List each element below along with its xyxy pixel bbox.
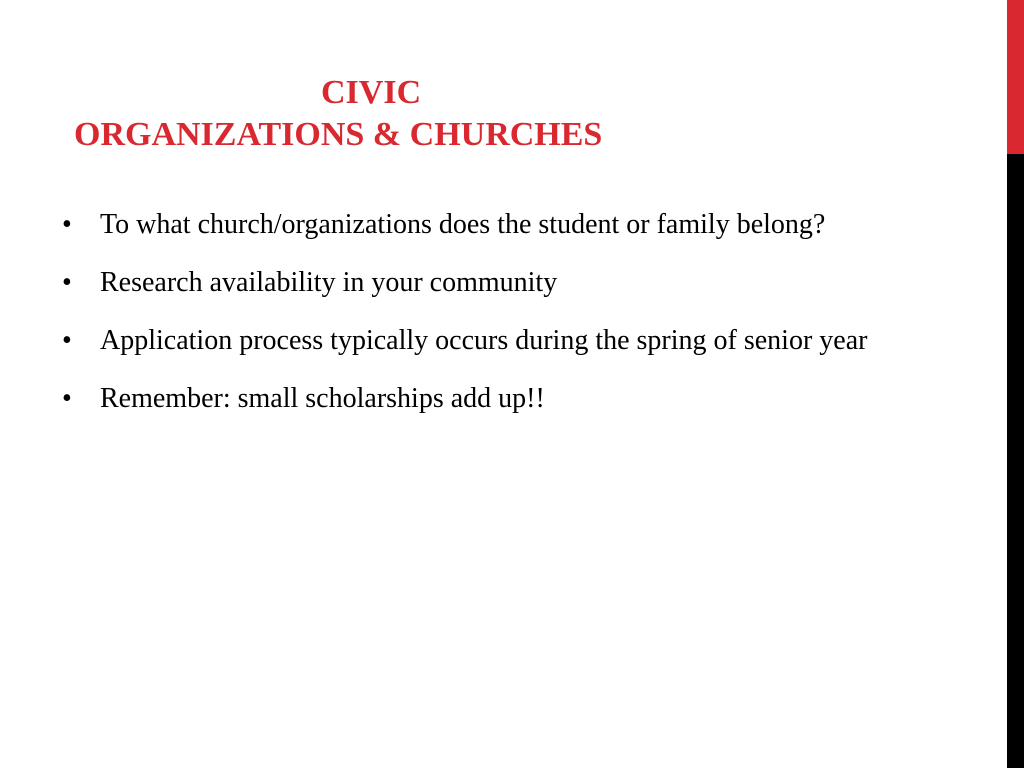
accent-bar-black: [1007, 154, 1024, 768]
bullet-item: [62, 205, 882, 245]
bullet-text: Application process typically occurs during the spring of senior year: [100, 325, 868, 356]
slide-title-line-1: CIVIC: [321, 74, 422, 111]
bullet-item: [62, 321, 882, 361]
accent-bar-red: [1007, 0, 1024, 154]
bullet-dot-icon: •: [62, 267, 72, 298]
bullet-dot-icon: •: [62, 383, 72, 414]
slide-title: [74, 72, 974, 156]
bullet-text: Research availability in your community: [100, 267, 558, 298]
slide-title-line-2: ORGANIZATIONS & CHURCHES: [74, 116, 603, 153]
bullet-item: [62, 379, 882, 419]
bullet-dot-icon: •: [62, 325, 72, 356]
bullet-dot-icon: •: [62, 209, 72, 240]
bullet-list: [62, 205, 882, 437]
bullet-text: Remember: small scholarships add up!!: [100, 383, 545, 414]
bullet-text: To what church/organizations does the student or family belong?: [100, 209, 826, 240]
bullet-item: [62, 263, 882, 303]
